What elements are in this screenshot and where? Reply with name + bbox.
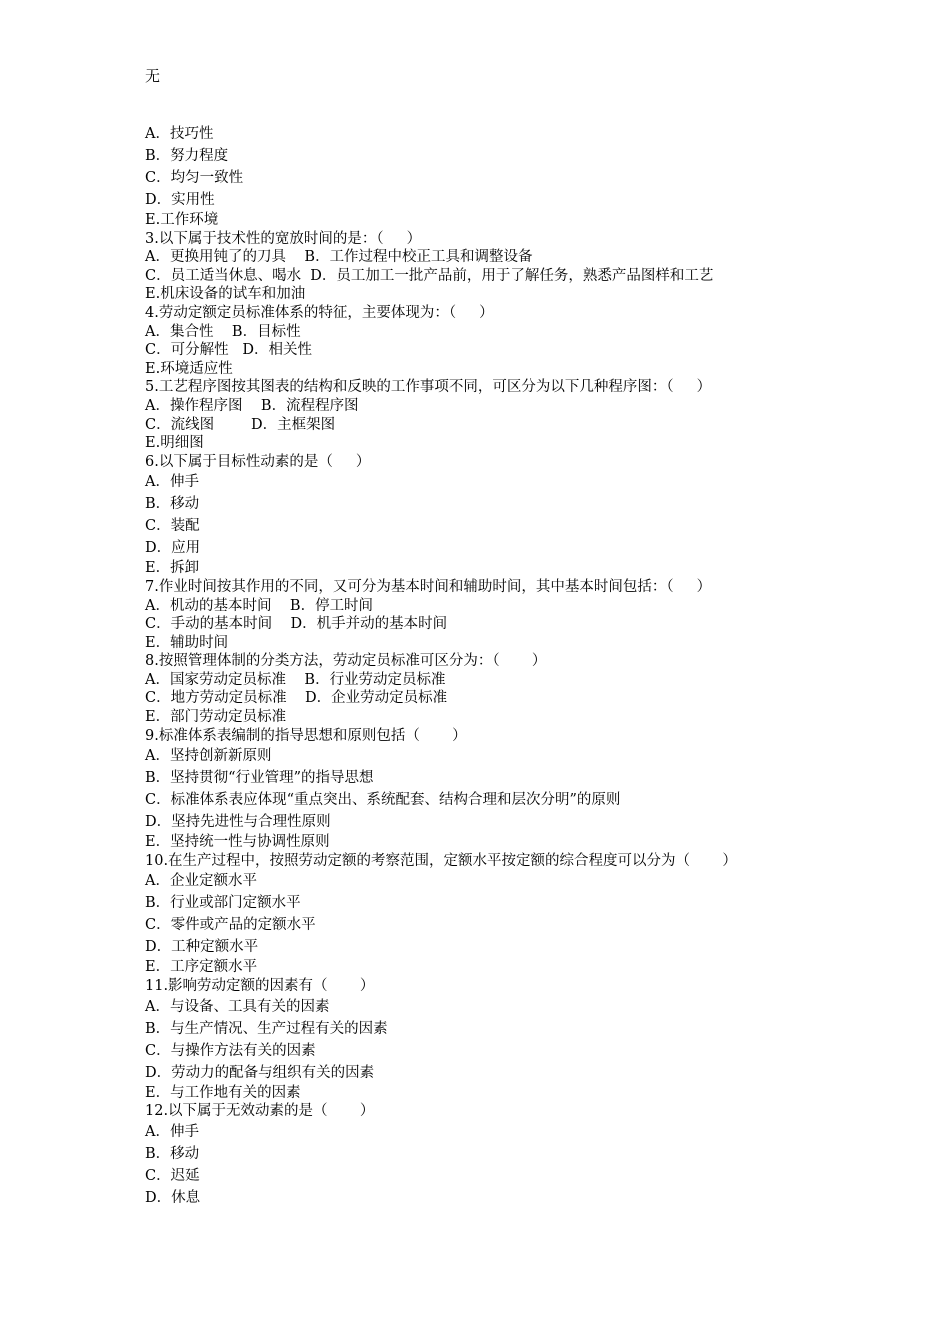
text-line: C．流线图 D．主框架图 [145,416,336,433]
text-line: D．劳动力的配备与组织有关的因素 [145,1064,375,1081]
text-line: 3.以下属于技术性的宽放时间的是：（ ） [145,230,422,247]
text-line: B．移动 [145,496,200,513]
text-line: B．移动 [145,1145,200,1162]
text-line: B．行业或部门定额水平 [145,895,301,912]
text-line: B．努力程度 [145,148,229,164]
text-line: 4.劳动定额定员标准体系的特征，主要体现为：（ ） [145,304,494,321]
page-header-text: 无 [145,67,161,85]
text-line: B．坚持贯彻“行业管理”的指导思想 [145,770,374,787]
text-line: 9.标准体系表编制的指导思想和原则包括（ ） [145,727,467,744]
text-line: C．地方劳动定员标准 D．企业劳动定员标准 [145,690,448,707]
text-line: 10.在生产过程中，按照劳动定额的考察范围，定额水平按定额的综合程度可以分为（ ） [145,852,737,869]
text-line: E．坚持统一性与协调性原则 [145,834,330,851]
text-line: B．与生产情况、生产过程有关的因素 [145,1020,388,1037]
text-line: A．伸手 [145,1123,199,1140]
text-line: E.环境适应性 [145,360,233,377]
document-body [145,123,825,1209]
text-line: D．休息 [145,1189,201,1206]
text-line: 5.工艺程序图按其图表的结构和反映的工作事项不同，可区分为以下几种程序图：（ ） [145,379,712,396]
text-line: C．员工适当休息、喝水 D．员工加工一批产品前，用于了解任务，熟悉产品图样和工艺 [145,267,714,284]
text-line: D．工种定额水平 [145,939,259,956]
text-line: A．国家劳动定员标准 B．行业劳动定员标准 [145,671,446,688]
text-line: A．技巧性 [145,126,214,142]
text-line: C．可分解性 D．相关性 [145,342,313,359]
text-line: A．与设备、工具有关的因素 [145,998,330,1015]
text-line: E．工序定额水平 [145,959,258,976]
text-line: D．实用性 [145,192,215,208]
text-line: A．机动的基本时间 B．停工时间 [145,597,374,614]
text-line: E.明细图 [145,435,204,452]
text-line: D．应用 [145,540,201,557]
text-line: A．集合性 B．目标性 [145,323,301,340]
text-line: 8.按照管理体制的分类方法，劳动定员标准可区分为：（ ） [145,653,547,670]
text-line: C．均匀一致性 [145,170,244,186]
text-line: E．辅助时间 [145,634,229,651]
text-line: C．标准体系表应体现“重点突出、系统配套、结构合理和层次分明”的原则 [145,792,621,809]
text-line: C．零件或产品的定额水平 [145,917,316,934]
text-line: 11.影响劳动定额的因素有（ ） [145,978,375,995]
text-line: A．企业定额水平 [145,873,257,890]
text-line: E．部门劳动定员标准 [145,709,287,726]
text-line: 6.以下属于目标性动素的是（ ） [145,453,371,470]
text-line: C．迟延 [145,1167,200,1184]
text-line: C．装配 [145,518,200,535]
text-line: C．手动的基本时间 D．机手并动的基本时间 [145,616,448,633]
text-line: 12.以下属于无效动素的是（ ） [145,1103,375,1120]
text-line: E.工作环境 [145,212,219,228]
text-line: A．更换用钝了的刀具 B．工作过程中校正工具和调整设备 [145,249,533,266]
text-line: E．拆卸 [145,560,200,577]
text-line: E．与工作地有关的因素 [145,1084,301,1101]
text-line: E.机床设备的试车和加油 [145,286,306,303]
text-line: C．与操作方法有关的因素 [145,1042,316,1059]
text-line: A．操作程序图 B．流程程序图 [145,397,359,414]
text-line: A．坚持创新新原则 [145,748,272,765]
text-line: 7.作业时间按其作用的不同，又可分为基本时间和辅助时间，其中基本时间包括：（ ） [145,578,712,595]
text-line: A．伸手 [145,474,199,491]
text-line: D．坚持先进性与合理性原则 [145,814,331,831]
